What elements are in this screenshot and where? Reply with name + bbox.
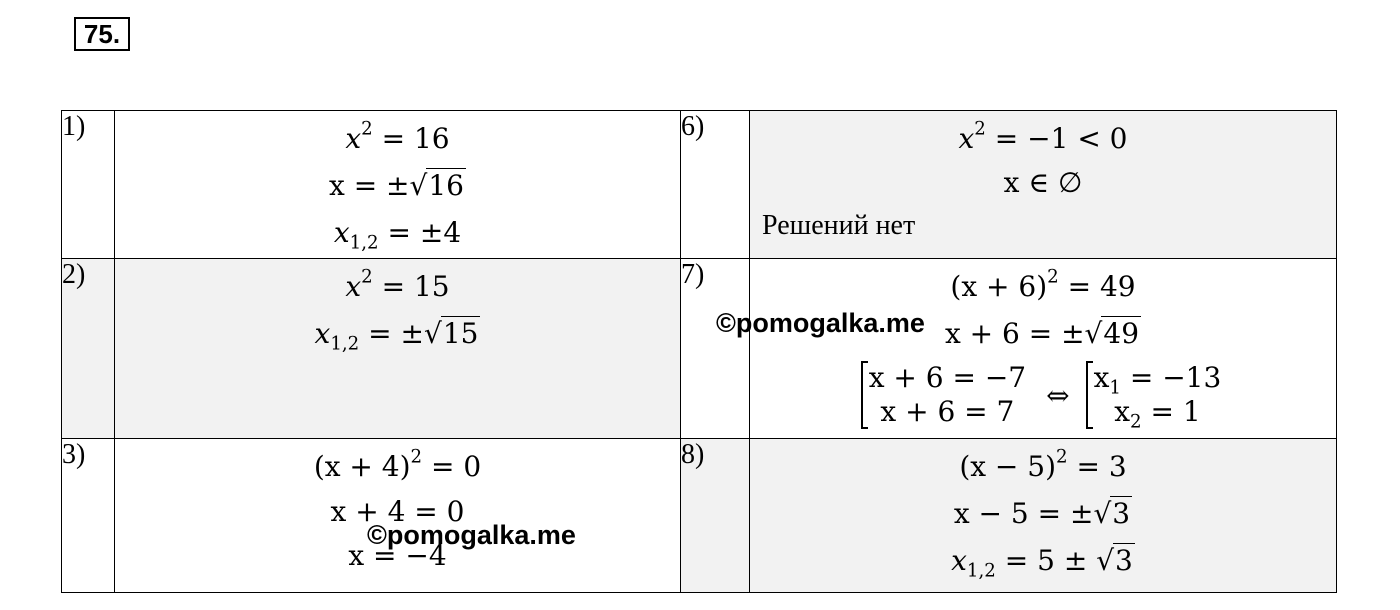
equation-line: $(x - 5)^2 = 3$ — [959, 446, 1127, 483]
equivalence-icon: ⇔ — [1046, 378, 1070, 412]
task-number: 75. — [74, 17, 130, 51]
item-number: 1) — [62, 111, 115, 259]
equation-line: x + 4 = 0 — [330, 495, 465, 528]
system-bracket-left: x + 6 = −7 x + 6 = 7 — [861, 361, 1030, 429]
equation-line: x + 6 = ±√49 — [944, 317, 1140, 350]
equation-line: $x_{1,2} = \pm 4$ — [333, 216, 462, 254]
equation-line: x = −4 — [348, 539, 447, 572]
equation-line: $x^2 = 15$ — [345, 266, 450, 303]
equation-line: $x_{1,2} = \pm√15$ — [314, 317, 479, 355]
table-row — [62, 111, 1337, 259]
equation-line: $x^2 = 16$ — [345, 118, 450, 155]
table-row — [62, 439, 1337, 593]
solution-cell-3 — [115, 439, 681, 593]
equation-line: $x^2 = -1 < 0$ — [958, 118, 1128, 155]
item-number: 6) — [681, 111, 750, 259]
equation-line: $(x + 4)^2 = 0$ — [313, 446, 482, 483]
solution-cell-7 — [750, 259, 1337, 439]
answer-text: Решений нет — [762, 210, 916, 241]
item-number: 2) — [62, 259, 115, 439]
table-row — [62, 259, 1337, 439]
equation-line: x ∈ ∅ — [1003, 166, 1083, 199]
item-number: 7) — [681, 259, 750, 439]
solution-cell-6 — [750, 111, 1337, 259]
equation-line: $(x + 6)^2 = 49$ — [950, 266, 1136, 303]
solution-cell-1 — [115, 111, 681, 259]
solution-cell-8 — [750, 439, 1337, 593]
equation-line: x = ±√16 — [329, 169, 464, 202]
watermark: ©pomogalka.me — [367, 520, 576, 550]
watermark: ©pomogalka.me — [716, 308, 925, 338]
equation-line: $x_{1,2} = 5 \pm √3$ — [951, 544, 1133, 582]
solution-cell-2 — [115, 259, 681, 439]
solutions-table — [61, 110, 1337, 593]
equation-system — [750, 361, 1336, 433]
equation-line: x − 5 = ±√3 — [953, 497, 1131, 530]
system-bracket-right: $x_1 = -13$ $x_2 = 1$ — [1086, 361, 1226, 429]
item-number: 8) — [681, 439, 750, 593]
item-number: 3) — [62, 439, 115, 593]
